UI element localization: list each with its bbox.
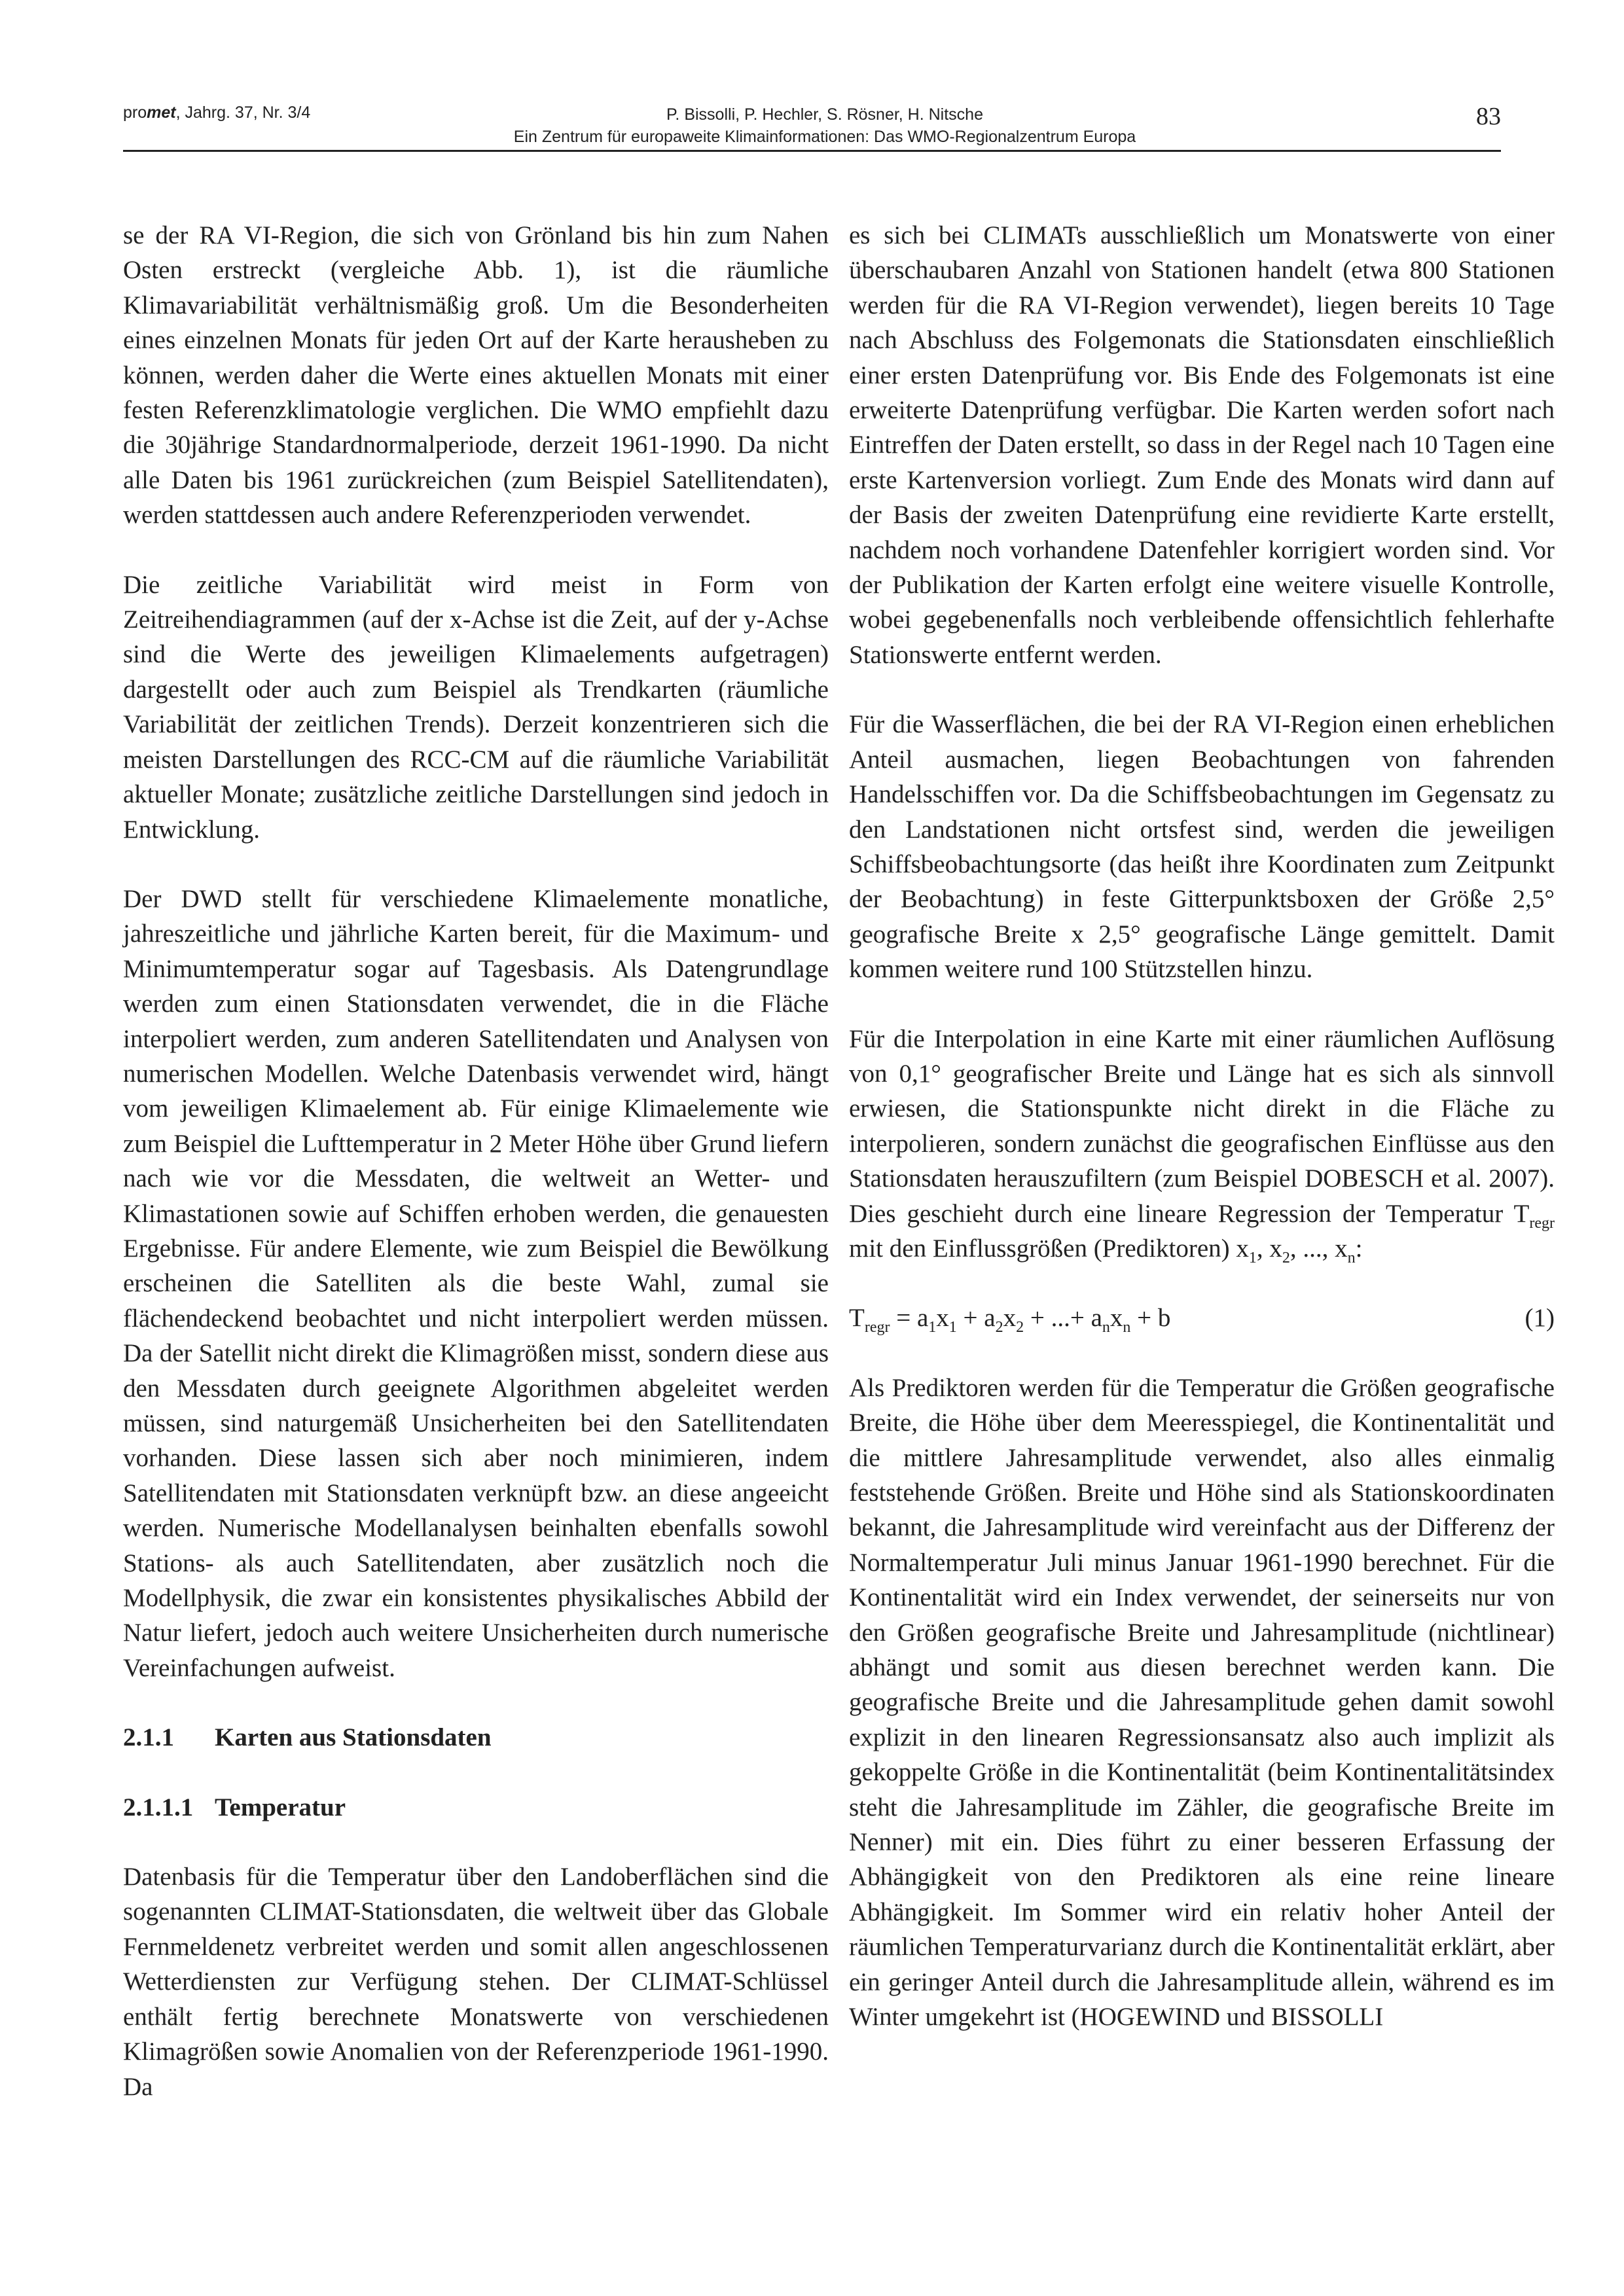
running-header — [367, 103, 1283, 148]
equation — [849, 1300, 1555, 1335]
subsection-number: 2.1.1.1 — [123, 1793, 194, 1821]
equation-body: $T_{regr} = a_1x_1 + a_2x_2$ + ...+ $a_nx_n + b$ — [849, 1304, 1171, 1336]
journal-prefix: pro — [123, 103, 147, 122]
paragraph: Die zeitliche Variabilität wird meist in Form von Zeitreihendiagrammen (auf der x-Achse ist die Zeit, auf der y-Achse sind die Werte des jeweiligen Klimaelements aufgetragen) dargestellt oder auch zum Beispiel als Trendkarten (räumliche Variabilität der zeitlichen Trends). Derzeit konzentrieren sich die meisten Darstellungen des RCC-CM auf die räumliche Variabilität aktueller Monate; zusätzliche zeitliche Darstellungen sind jedoch in Entwicklung. — [123, 570, 829, 844]
paragraph: Als Prediktoren werden für die Temperatur die Größen geografische Breite, die Höhe über dem Meeresspiegel, die Kontinentalität und die mittlere Jahresamplitude verwendet, also alles einmalig feststehende Größen. Breite und Höhe sind als Stationskoordinaten bekannt, die Jahresamplitude wird vereinfacht aus der Differenz der Normaltemperatur Juli minus Januar 1961-1990 berechnet. Für die Kontinentalität wird ein Index verwendet, der seinerseits nur von den Größen geografische Breite und Jahresamplitude (nichtlinear) abhängt und somit aus diesen berechnet werden kann. Die geografische Breite und die Jahresamplitude gehen damit sowohl explizit in den linearen Regressionsansatz also auch implizit als gekoppelte Größe in die Kontinentalität (beim Kontinentalitätsindex steht die Jahresamplitude im Zähler, die geografische Breite im Nenner) mit ein. Dies führt zu einer besseren Erfassung der Abhängigkeit von den Prediktoren als eine reine lineare Abhängigkeit. Im Sommer wird ein relativ hoher Anteil der räumlichen Temperaturvarianz durch die Kontinentalität erklärt, aber ein geringer Anteil durch die Jahresamplitude allein, während es im Winter umgekehrt ist (HOGEWIND und BISSOLLI — [849, 1373, 1555, 2032]
journal-citation — [123, 103, 310, 122]
journal-brand: met — [147, 103, 176, 122]
header-rule — [123, 150, 1501, 152]
section-number: 2.1.1 — [123, 1723, 174, 1752]
right-column — [849, 218, 1555, 2070]
paragraph: Der DWD stellt für verschiedene Klimaelemente monatliche, jahreszeitliche und jährliche Karten bereit, für die Maximum- und Minimumtemperatur sogar auf Tagesbasis. Als Datengrundlage werden zum einen Stationsdaten verwendet, die in die Fläche interpoliert werden, zum anderen Satellitendaten und Analysen von numerischen Modellen. Welche Datenbasis verwendet wird, hängt vom jeweiligen Klimaelement ab. Für einige Klimaelemente wie zum Beispiel die Lufttemperatur in 2 Meter Höhe über Grund liefern nach wie vor die Messdaten, die weltweit an Wetter- und Klimastationen sowie auf Schiffen erhoben werden, die genauesten Ergebnisse. Für andere Elemente, wie zum Beispiel die Bewölkung erscheinen die Satelliten als die beste Wahl, zumal sie flächendeckend beobachtet und nicht interpoliert werden müssen. Da der Satellit nicht direkt die Klimagrößen misst, sondern diese aus den Messdaten durch geeignete Algorithmen abgeleitet werden müssen, sind naturgemäß Unsicherheiten bei den Satellitendaten vorhanden. Diese lassen sich aber noch minimieren, indem Satellitendaten mit Stationsdaten verknüpft bzw. an diese angeeicht werden. Numerische Modellanalysen beinhalten ebenfalls sowohl Stations- als auch Satellitendaten, aber zusätzlich noch die Modellphysik, die zwar ein konsistentes physikalisches Abbild der Natur liefert, jedoch auch weitere Unsicherheiten durch numerische Vereinfachungen aufweist. — [123, 884, 829, 1682]
page-number: 83 — [1476, 103, 1501, 130]
paragraph: se der RA VI-Region, die sich von Grönland bis hin zum Nahen Osten erstreckt (vergleiche Abb. 1), ist die räumliche Klimavariabilität verhältnismäßig groß. Um die Besonderheiten eines einzelnen Monats für jeden Ort auf der Karte herausheben zu können, werden daher die Werte eines aktuellen Monats mit einer festen Referenzklimatologie verglichen. Die WMO empfiehlt dazu die 30jährige Standardnormalperiode, derzeit 1961-1990. Da nicht alle Daten bis 1961 zurückreichen (zum Beispiel Satellitendaten), werden stattdessen auch andere Referenzperioden verwendet. — [123, 221, 829, 529]
left-column — [123, 218, 829, 2139]
subsection-heading — [123, 1790, 829, 1825]
paragraph: Für die Wasserflächen, die bei der RA VI-Region einen erheblichen Anteil ausmachen, liegen Beobachtungen von fahrenden Handelsschiffen vor. Da die Schiffsbeobachtungen im Gegensatz zu den Landstationen nicht ortsfest sind, werden die jeweiligen Schiffsbeobachtungsorte (das heißt ihre Koordinaten zum Zeitpunkt der Beobachtung) in feste Gitterpunktsboxen der Größe 2,5° geografische Breite x 2,5° geografische Länge gemittelt. Damit kommen weitere rund 100 Stützstellen hinzu. — [849, 710, 1555, 984]
section-title: Karten aus Stationsdaten — [215, 1723, 492, 1752]
header-authors: P. Bissolli, P. Hechler, S. Rösner, H. Nitsche — [666, 105, 983, 124]
journal-issue: , Jahrg. 37, Nr. 3/4 — [175, 103, 311, 122]
section-heading — [123, 1720, 829, 1755]
paragraph: Für die Interpolation in eine Karte mit einer räumlichen Auflösung von 0,1° geografischer Breite und Länge hat es sich als sinnvoll erwiesen, die Stationspunkte nicht direkt in die Fläche zu interpolieren, sondern zunächst die geografischen Einflüsse aus den Stationsdaten herauszufiltern (zum Beispiel DOBESCH et al. 2007). Dies geschieht durch eine lineare Regression der Temperatur $T_{regr}$ mit den Einflussgrößen (Prediktoren) $x_1$, $x_2$, ..., $x_n$: — [849, 1024, 1555, 1266]
paragraph: Datenbasis für die Temperatur über den Landoberflächen sind die sogenannten CLIMAT-Stationsdaten, die weltweit über das Globale Fernmeldenetz verbreitet werden und somit allen angeschlossenen Wetterdiensten zur Verfügung stehen. Der CLIMAT-Schlüssel enthält fertig berechnete Monatswerte von verschiedenen Klimagrößen sowie Anomalien von der Referenzperiode 1961-1990. Da — [123, 1863, 829, 2101]
paragraph: es sich bei CLIMATs ausschließlich um Monatswerte von einer überschaubaren Anzahl von Stationen handelt (etwa 800 Stationen werden für die RA VI-Region verwendet), liegen bereits 10 Tage nach Abschluss des Folgemonats die Stationsdaten einschließlich einer ersten Datenprüfung vor. Bis Ende des Folgemonats ist eine erweiterte Datenprüfung verfügbar. Die Karten werden sofort nach Eintreffen der Daten erstellt, so dass in der Regel nach 10 Tagen eine erste Kartenversion vorliegt. Zum Ende des Monats wird dann auf der Basis der zweiten Datenprüfung eine revidierte Karte erstellt, nachdem noch vorhandene Datenfehler korrigiert worden sind. Vor der Publikation der Karten erfolgt eine weitere visuelle Kontrolle, wobei gegebenenfalls noch verbleibende offensichtlich fehlerhafte Stationswerte entfernt werden. — [849, 221, 1555, 669]
header-title: Ein Zentrum für europaweite Klimainformationen: Das WMO-Regionalzentrum Europa — [513, 128, 1136, 146]
subsection-title: Temperatur — [215, 1793, 346, 1821]
equation-number: (1) — [1525, 1304, 1555, 1333]
